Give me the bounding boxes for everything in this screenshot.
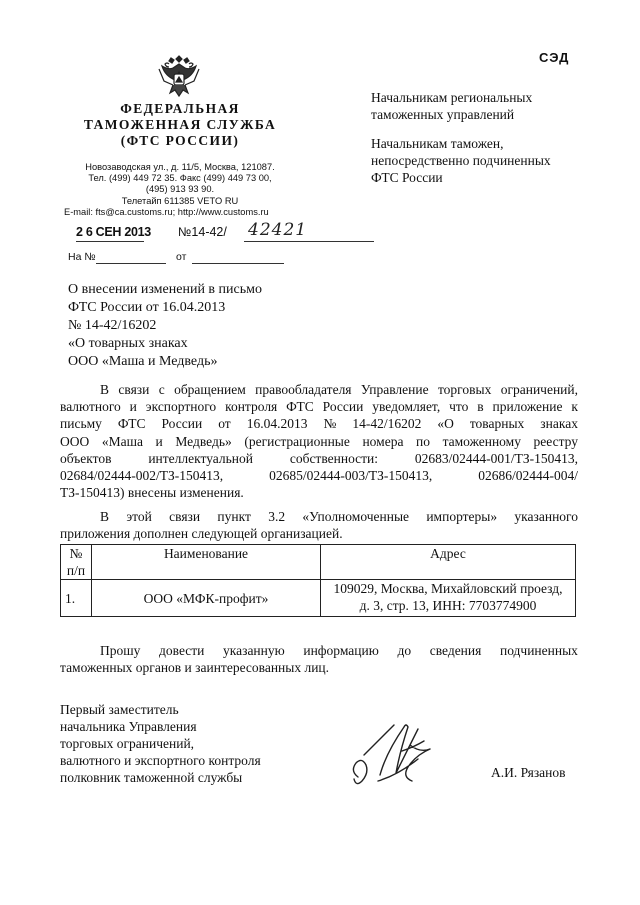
word: Прошу (100, 643, 141, 658)
word: сведения (429, 643, 482, 658)
word: от (218, 416, 231, 432)
word: приложение (492, 399, 563, 415)
position-line: начальника Управления (60, 719, 197, 734)
word: номера (362, 433, 404, 449)
word: письму (60, 416, 102, 432)
cell-address-line-1: 109029, Москва, Михайловский проезд, (333, 581, 563, 596)
word: реестру (533, 433, 578, 449)
p3-line (60, 642, 578, 659)
word: 02686/02444-004/ (478, 468, 578, 484)
p2-line (60, 508, 578, 525)
word: 3.2 (268, 509, 286, 524)
position-line: валютного и экспортного контроля (60, 753, 261, 768)
p1-line (60, 415, 578, 432)
word: (регистрационные (244, 433, 350, 449)
word: указанного (514, 509, 578, 524)
table-row (61, 580, 576, 617)
table-header-row (61, 545, 576, 580)
subject-line-2: ФТС России от 16.04.2013 (68, 300, 226, 315)
col-header-name: Наименование (92, 545, 321, 580)
word: ограничений, (500, 382, 578, 397)
word: ООО (60, 433, 90, 449)
word: до (397, 643, 412, 658)
position-line: Первый заместитель (60, 702, 179, 717)
contact-phone-2: (495) 913 93 90. (145, 184, 215, 195)
body-paragraph-2 (60, 508, 578, 542)
col-header-number-1: № (69, 546, 83, 561)
word: и (155, 433, 163, 449)
p1-line (60, 467, 578, 484)
word: 02685/02444-003/ТЗ-150413, (269, 468, 433, 484)
signatory-position (60, 701, 261, 786)
p1-line (60, 450, 578, 467)
col-header-address: Адрес (321, 545, 576, 580)
word: 16.04.2013 (246, 416, 308, 432)
word: подчиненных (499, 643, 578, 658)
word: «О (437, 416, 454, 432)
subject-line-1: О внесении изменений в письмо (68, 282, 262, 297)
handwritten-signature (340, 715, 450, 795)
word: № (323, 416, 337, 432)
recipient-2-line-2: непосредственно подчиненных (371, 153, 551, 168)
word: 02684/02444-002/ТЗ-150413, (60, 468, 224, 484)
word: таможенному (442, 433, 521, 449)
word: довести (159, 643, 205, 658)
word: торговых (437, 382, 492, 397)
word: Управление (360, 382, 429, 397)
word: что (449, 399, 469, 415)
word: связи (118, 382, 150, 397)
word: объектов (60, 450, 112, 466)
importers-table (60, 544, 576, 617)
word: валютного (60, 399, 121, 415)
word: в (477, 399, 484, 415)
word: обращением (174, 382, 246, 397)
letter-number-handwritten: 42421 (248, 220, 308, 240)
contact-block (64, 162, 296, 218)
p3-line: таможенных органов и заинтересованных лиц. (60, 660, 330, 676)
word: товарных (469, 416, 525, 432)
p1-line (60, 398, 578, 415)
p2-line: приложения дополнен следующей организацией. (60, 526, 343, 542)
word: В (100, 509, 110, 524)
word: «Уполномоченные (302, 509, 410, 524)
signatory-name: А.И. Рязанов (491, 765, 566, 780)
recipient-1-line-1: Начальникам региональных (371, 90, 533, 105)
contact-email: E-mail: fts@ca.customs.ru; http://www.customs.ru (64, 206, 269, 217)
subject-line-5: ООО «Маша и Медведь» (68, 354, 218, 369)
ref-number-blank (96, 263, 166, 264)
word: по (416, 433, 430, 449)
letter-subject (68, 281, 262, 371)
cell-name: ООО «МФК-профит» (92, 580, 321, 617)
word: связи (169, 509, 201, 524)
word: импортеры» (426, 509, 498, 524)
org-line-3: (ФТС РОССИИ) (120, 133, 240, 148)
p1-line (60, 433, 578, 450)
col-header-number (61, 545, 92, 580)
word: ФТС (286, 399, 314, 415)
p1-line: ТЗ-150413) внесены изменения. (60, 485, 244, 501)
org-line-1: ФЕДЕРАЛЬНАЯ (120, 101, 240, 116)
word: информацию (303, 643, 379, 658)
letter-date: 2 6 СЕН 2013 (76, 225, 151, 239)
word: России (322, 399, 364, 415)
recipient-1-line-2: таможенных управлений (371, 107, 515, 122)
recipient-2-line-1: Начальникам таможен, (371, 136, 504, 151)
recipient-2 (371, 135, 551, 186)
word: к (571, 399, 578, 415)
org-line-2: ТАМОЖЕННАЯ СЛУЖБА (83, 117, 277, 132)
word: «Маша (101, 433, 143, 449)
word: В (100, 382, 110, 397)
recipient-1 (371, 89, 551, 123)
word: интеллектуальной (148, 450, 253, 466)
word: правообладателя (255, 382, 352, 397)
word: и (129, 399, 137, 415)
word: пункт (217, 509, 251, 524)
letter-number-prefix: №14-42/ (178, 225, 227, 239)
col-header-number-2: п/п (66, 563, 86, 578)
subject-line-3: № 14-42/16202 (68, 318, 157, 333)
russian-double-headed-eagle-icon (157, 52, 201, 98)
ref-from-label: от (176, 251, 187, 263)
subject-line-4: «О товарных знаках (68, 336, 188, 351)
word: России (161, 416, 203, 432)
sed-mark: СЭД (539, 50, 570, 65)
ref-date-blank (192, 263, 284, 264)
body-paragraph-1 (60, 381, 578, 501)
word: 14-42/16202 (352, 416, 422, 432)
word: указанную (223, 643, 285, 658)
recipient-2-line-3: ФТС России (371, 170, 443, 185)
cell-address-line-2: д. 3, стр. 13, ИНН: 7703774900 (359, 598, 537, 613)
word: с (158, 382, 165, 397)
date-underline (76, 241, 144, 242)
contact-phone: Тел. (499) 449 72 35. Факс (499) 449 73 00, (88, 173, 272, 184)
contact-address: Новозаводская ул., д. 11/5, Москва, 121087. (85, 162, 275, 172)
word: собственности: (289, 450, 379, 466)
word: ФТС (117, 416, 146, 432)
number-underline (244, 241, 374, 242)
word: этой (126, 509, 152, 524)
word: Медведь» (175, 433, 232, 449)
recipients (371, 89, 551, 198)
ref-label: На № (68, 251, 96, 263)
word: 02683/02444-001/ТЗ-150413, (414, 450, 578, 466)
word: экспортного (145, 399, 217, 415)
word: контроля (225, 399, 278, 415)
contact-teletype: Телетайп 611385 VETO RU (121, 195, 239, 206)
word: знаках (540, 416, 578, 432)
body-paragraph-3 (60, 642, 578, 676)
word: уведомляет, (372, 399, 441, 415)
organization-name (80, 101, 280, 149)
cell-address (321, 580, 576, 617)
position-line: полковник таможенной службы (60, 770, 243, 785)
cell-number: 1. (61, 580, 92, 617)
position-line: торговых ограничений, (60, 736, 195, 751)
p1-line (60, 381, 578, 398)
